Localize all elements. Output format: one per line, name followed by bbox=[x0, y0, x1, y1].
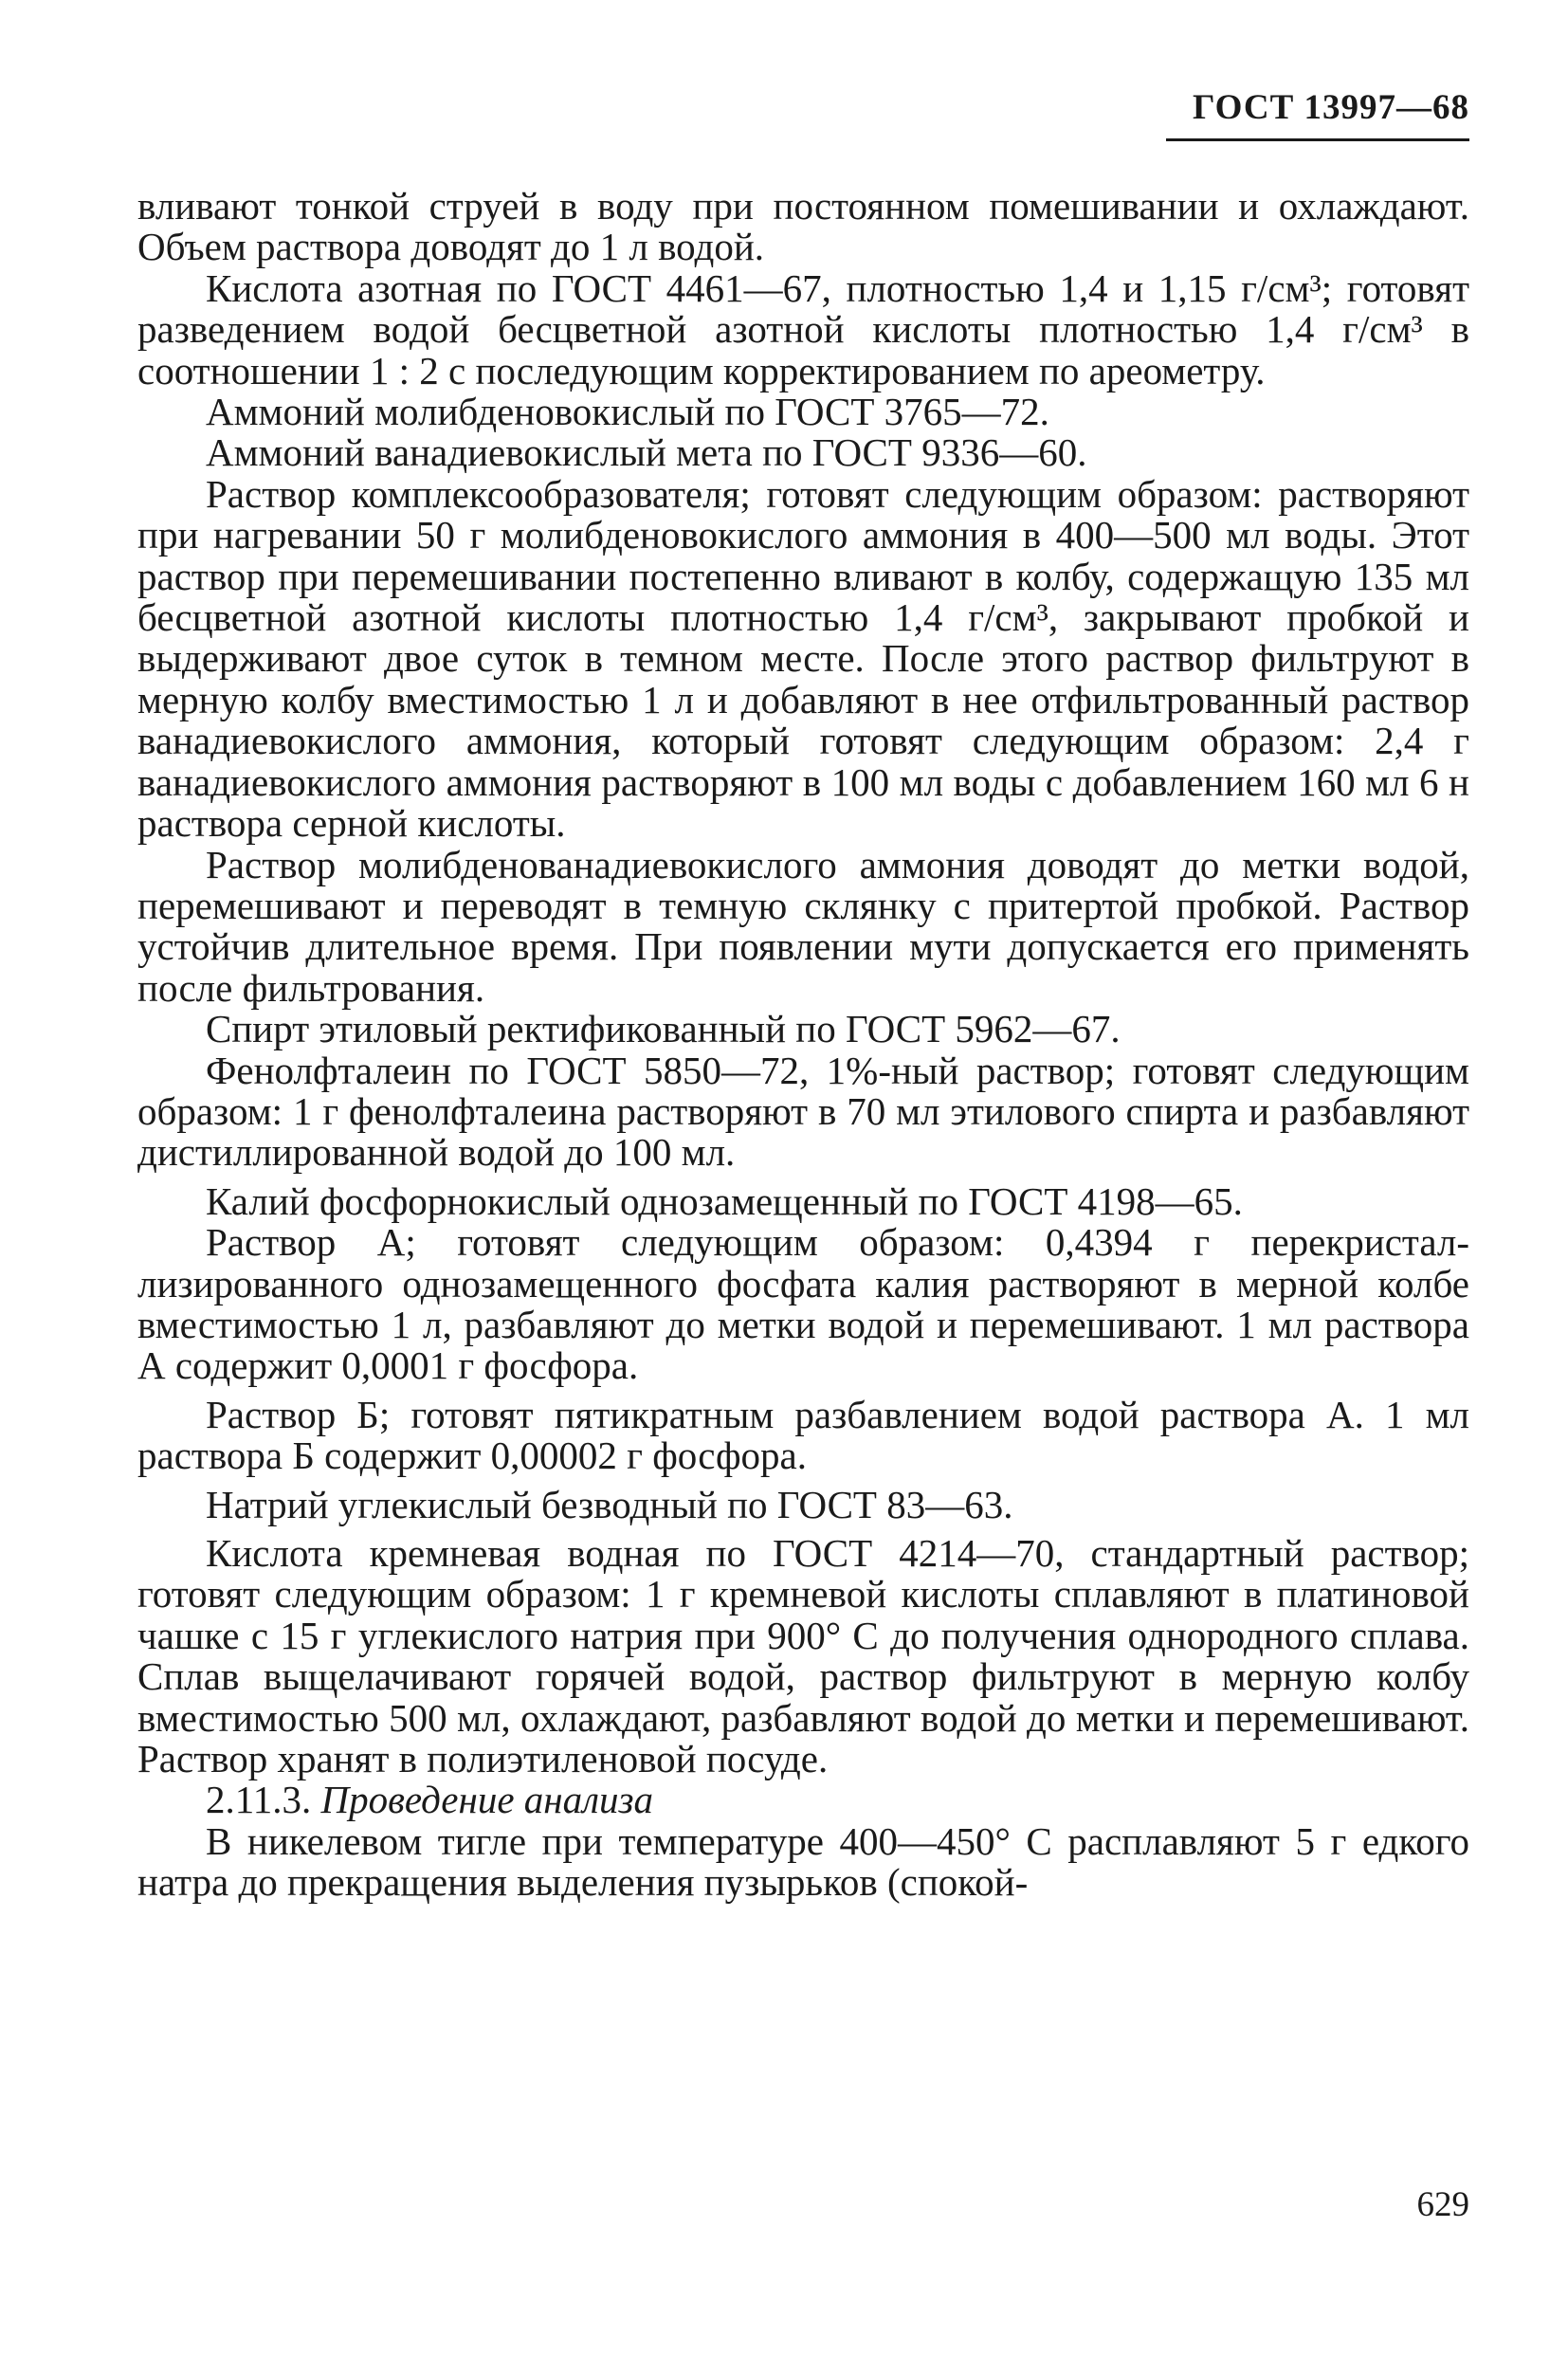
document-header: ГОСТ 13997—68 bbox=[1193, 88, 1469, 127]
paragraph-analysis-procedure: В никелевом тигле при температуре 400—450° С расплавляют 5 г едкого натра до прекращения выделения пузырьков (спокой- bbox=[137, 1818, 1469, 1905]
paragraph-ethyl-alcohol: Спирт этиловый ректификованный по ГОСТ 5962—67. bbox=[206, 1007, 1121, 1051]
section-number: 2.11.3. bbox=[206, 1778, 312, 1822]
paragraph-solution-b: Раствор Б; готовят пятикратным разбавлением водой раствора А. 1 мл раствора Б содержит 0,00002 г фосфора. bbox=[137, 1392, 1469, 1478]
page-number: 629 bbox=[1416, 2185, 1469, 2224]
header-rule bbox=[1166, 138, 1469, 141]
paragraph-phenolphthalein: Фенолфталеин по ГОСТ 5850—72, 1%-ный раствор; готовят следующим образом: 1 г фенолфталеина растворяют в 70 мл этилового спирта и разбавляют дистиллированной водой до 100 мл. bbox=[137, 1048, 1469, 1175]
paragraph-molybdovanadate-solution: Раствор молибденованадиевокислого аммония доводят до метки водой, перемешивают и переводят в темную склянку с притертой пробкой. Раствор устойчив длительное время. При появлении мути допускается его применять после фильтрования. bbox=[137, 842, 1469, 1010]
paragraph-complexing-solution: Раствор комплексообразователя; готовят следующим образом: растворяют при нагревании 50 г молибденовокислого аммония в 400—500 мл воды. Этот раствор при перемешивании постепенно вливают в колбу, содержащую 135 мл бесцветной азотной кислоты плотностью 1,4 г/см³, закрывают пробкой и выдерживают двое суток в темном месте. После этого раствор фильтруют в мерную колбу вместимостью 1 л и добавляют в нее отфильтрованный раствор ванадиевокислого аммония, который готовят следующим образом: 2,4 г ванадиевокислого аммония растворяют в 100 мл воды с добавлением 160 мл 6 н раствора серной кислоты. bbox=[137, 471, 1469, 846]
paragraph-solution-a: Раствор А; готовят следующим образом: 0,4394 г перекристаллизированного однозамещенного фосфата калия растворяют в мерной колбе вместимостью 1 л, разбавляют до метки водой и перемешивают. 1 мл раствора А содержит 0,0001 г фосфора. bbox=[137, 1220, 1469, 1388]
paragraph-silicic-acid: Кислота кремневая водная по ГОСТ 4214—70, стандартный раствор; готовят следующим образом: 1 г кремневой кислоты сплавляют в платиновой чашке с 15 г углекислого натрия при 900° С до получения однородного сплава. Сплав выщелачивают горячей водой, раствор фильтруют в мерную колбу вместимостью 500 мл, охлаждают, разбавляют водой до метки и перемешивают. Раствор хранят в полиэтиленовой посуде. bbox=[137, 1531, 1469, 1781]
section-heading-2-11-3 bbox=[137, 1780, 1469, 1820]
paragraph-sodium-carbonate: Натрий углекислый безводный по ГОСТ 83—63. bbox=[206, 1482, 1013, 1526]
paragraph-ammonium-molybdate: Аммоний молибденовокислый по ГОСТ 3765—72. bbox=[206, 390, 1049, 434]
paragraph-ammonium-vanadate: Аммоний ванадиевокислый мета по ГОСТ 9336—60. bbox=[206, 430, 1087, 475]
document-body bbox=[137, 186, 1469, 1904]
paragraph-continuation: вливают тонкой струей в воду при постоянном помешивании и охлаждают. Объем раствора доводят до 1 л водой. bbox=[137, 184, 1469, 269]
section-title: Проведение анализа bbox=[320, 1778, 654, 1822]
paragraph-potassium-phosphate: Калий фосфорнокислый однозамещенный по ГОСТ 4198—65. bbox=[206, 1178, 1243, 1223]
paragraph-nitric-acid: Кислота азотная по ГОСТ 4461—67, плотностью 1,4 и 1,15 г/см³; готовят разведением водой бесцветной азотной кислоты плотностью 1,4 г/см³ в соотношении 1 : 2 с последующим корректированием по ареометру. bbox=[137, 265, 1469, 393]
